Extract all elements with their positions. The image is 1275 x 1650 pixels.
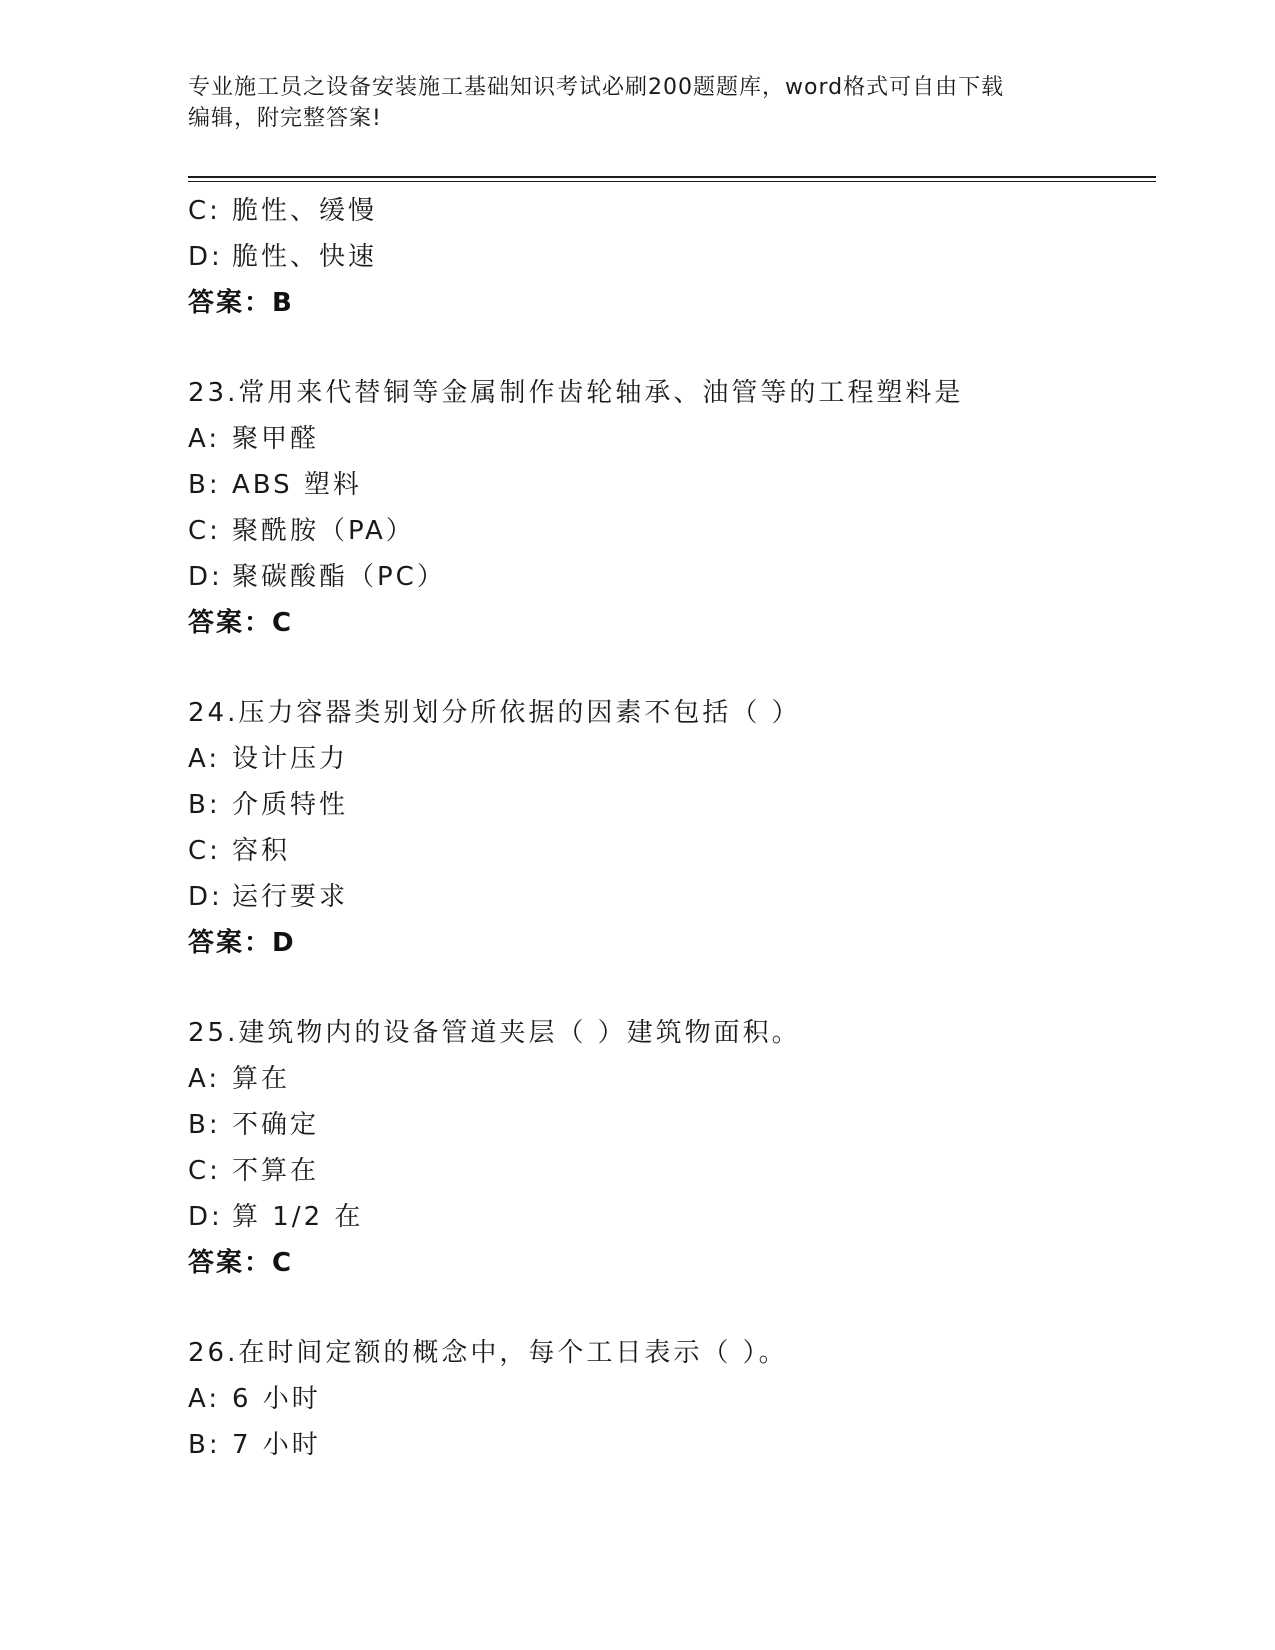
question-25: [188, 1010, 1156, 1286]
option-text: 脆性、缓慢: [232, 196, 378, 226]
option-label: D:: [188, 562, 223, 592]
question-list: [188, 188, 1156, 1468]
option-c: [188, 188, 1156, 234]
answer-line: 答案：C: [188, 608, 294, 638]
question-stem: 25.建筑物内的设备管道夹层（ ）建筑物面积。: [188, 1018, 801, 1048]
question-23: [188, 370, 1156, 646]
option-text: 聚酰胺（PA）: [232, 516, 415, 546]
option-text: 7 小时: [232, 1430, 321, 1460]
option-text: 脆性、快速: [232, 242, 378, 272]
option-text: 不确定: [232, 1110, 320, 1140]
header-title-line-2: 编辑，附完整答案!: [188, 106, 382, 131]
option-a: [188, 736, 1156, 782]
question-22-continued: [188, 188, 1156, 326]
question-26: [188, 1330, 1156, 1468]
option-c: [188, 828, 1156, 874]
option-label: B:: [188, 1430, 221, 1460]
option-label: C:: [188, 836, 221, 866]
question-stem: 23.常用来代替铜等金属制作齿轮轴承、油管等的工程塑料是: [188, 378, 964, 408]
option-b: [188, 462, 1156, 508]
option-c: [188, 1148, 1156, 1194]
answer-line: 答案：B: [188, 288, 294, 318]
option-d: [188, 234, 1156, 280]
question-stem: 24.压力容器类别划分所依据的因素不包括（ ）: [188, 698, 801, 728]
option-label: D:: [188, 1202, 223, 1232]
option-label: C:: [188, 516, 221, 546]
option-label: A:: [188, 1384, 221, 1414]
header-divider: [188, 176, 1156, 182]
question-24: [188, 690, 1156, 966]
option-text: 容积: [232, 836, 291, 866]
option-text: 聚甲醛: [232, 424, 320, 454]
option-label: A:: [188, 424, 221, 454]
answer-line: 答案：D: [188, 928, 296, 958]
option-c: [188, 508, 1156, 554]
option-text: 算在: [232, 1064, 291, 1094]
option-label: A:: [188, 1064, 221, 1094]
answer-line: 答案：C: [188, 1248, 294, 1278]
option-text: 6 小时: [232, 1384, 321, 1414]
option-label: C:: [188, 1156, 221, 1186]
option-b: [188, 1422, 1156, 1468]
option-a: [188, 416, 1156, 462]
option-text: 聚碳酸酯（PC）: [232, 562, 446, 592]
option-label: D:: [188, 882, 223, 912]
option-label: B:: [188, 470, 221, 500]
option-a: [188, 1056, 1156, 1102]
option-label: D:: [188, 242, 223, 272]
option-text: 设计压力: [232, 744, 349, 774]
option-label: C:: [188, 196, 221, 226]
header-title-line-1: 专业施工员之设备安装施工基础知识考试必刷200题题库，word格式可自由下载: [188, 75, 1005, 100]
question-stem: 26.在时间定额的概念中，每个工日表示（ ）。: [188, 1338, 788, 1368]
option-d: [188, 1194, 1156, 1240]
option-text: 算 1/2 在: [232, 1202, 364, 1232]
document-header: [188, 72, 1088, 134]
option-b: [188, 1102, 1156, 1148]
option-label: B:: [188, 1110, 221, 1140]
option-text: 介质特性: [232, 790, 349, 820]
option-d: [188, 554, 1156, 600]
option-d: [188, 874, 1156, 920]
option-b: [188, 782, 1156, 828]
option-a: [188, 1376, 1156, 1422]
option-text: 运行要求: [232, 882, 349, 912]
option-text: 不算在: [232, 1156, 320, 1186]
option-text: ABS 塑料: [232, 470, 362, 500]
option-label: B:: [188, 790, 221, 820]
option-label: A:: [188, 744, 221, 774]
